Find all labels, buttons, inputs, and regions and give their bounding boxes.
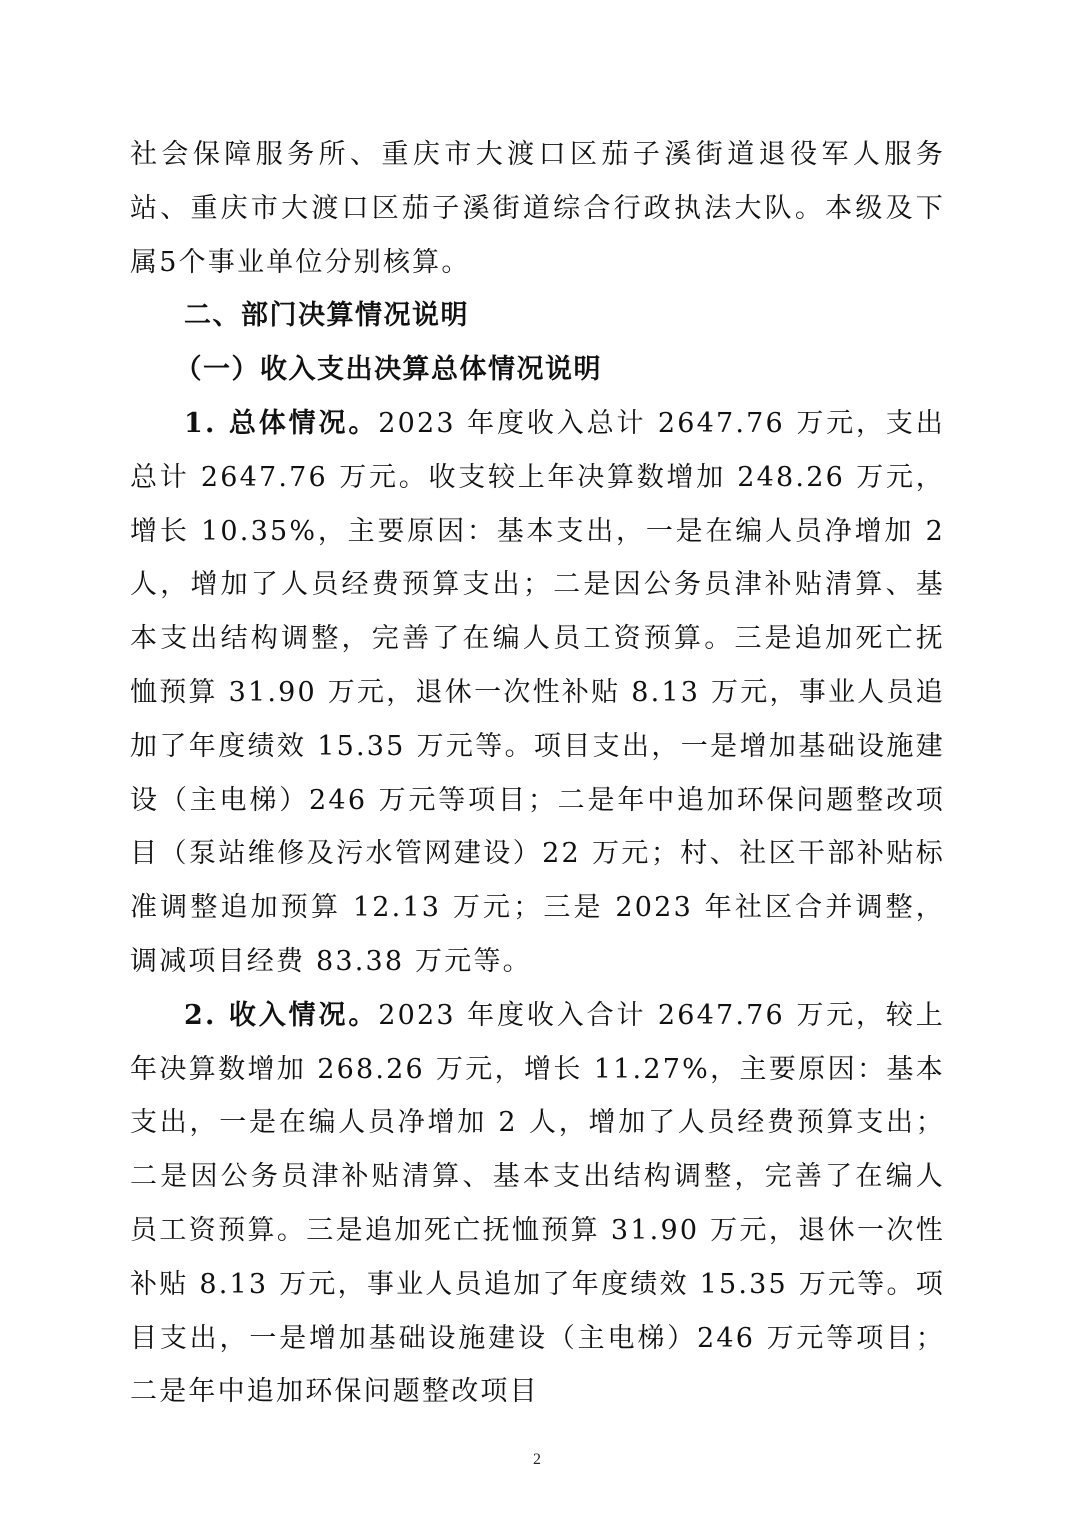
paragraph-income: [130, 989, 945, 1419]
page-number: 2: [533, 1451, 541, 1468]
paragraph-overall: [130, 397, 945, 989]
section-heading: 二、部门决算情况说明: [184, 300, 469, 332]
paragraph-units-continued: 社会保障服务所、重庆市大渡口区茄子溪街道退役军人服务站、重庆市大渡口区茄子溪街道综合行政执法大队。本级及下属5个事业单位分别核算。: [130, 139, 945, 278]
paragraph-overall-body: 2023 年度收入总计 2647.76 万元，支出总计 2647.76 万元。收支较上年决算数增加 248.26 万元，增长 10.35%，主要原因：基本支出，一是在编人员净增加 2 人，增加了人员经费预算支出；二是因公务员津补贴清算、基本支出结构调整，完善了在编人员工资预算。三是追加死亡抚恤预算 31.90 万元，退休一次性补贴 8.13 万元，事业人员追加了年度绩效 15.35 万元等。项目支出，一是增加基础设施建设（主电梯）246 万元等项目；二是年中追加环保问题整改项目（泵站维修及污水管网建设）22 万元；村、社区干部补贴标准调整追加预算 12.13 万元；三是 2023 年社区合并调整，调减项目经费 83.38 万元等。: [130, 407, 945, 977]
paragraph-income-lead: 2. 收入情况。: [184, 999, 379, 1031]
paragraph-income-body: 2023 年度收入合计 2647.76 万元，较上年决算数增加 268.26 万元，增长 11.27%，主要原因：基本支出，一是在编人员净增加 2 人，增加了人员经费预算支出；二是因公务员津补贴清算、基本支出结构调整，完善了在编人员工资预算。三是追加死亡抚恤预算 31.90 万元，退休一次性补贴 8.13 万元，事业人员追加了年度绩效 15.35 万元等。项目支出，一是增加基础设施建设（主电梯）246 万元等项目；二是年中追加环保问题整改项目: [130, 999, 945, 1408]
paragraph-overall-lead: 1. 总体情况。: [184, 407, 379, 439]
document-body: [130, 128, 945, 1419]
subsection-heading: （一）收入支出决算总体情况说明: [174, 354, 603, 386]
